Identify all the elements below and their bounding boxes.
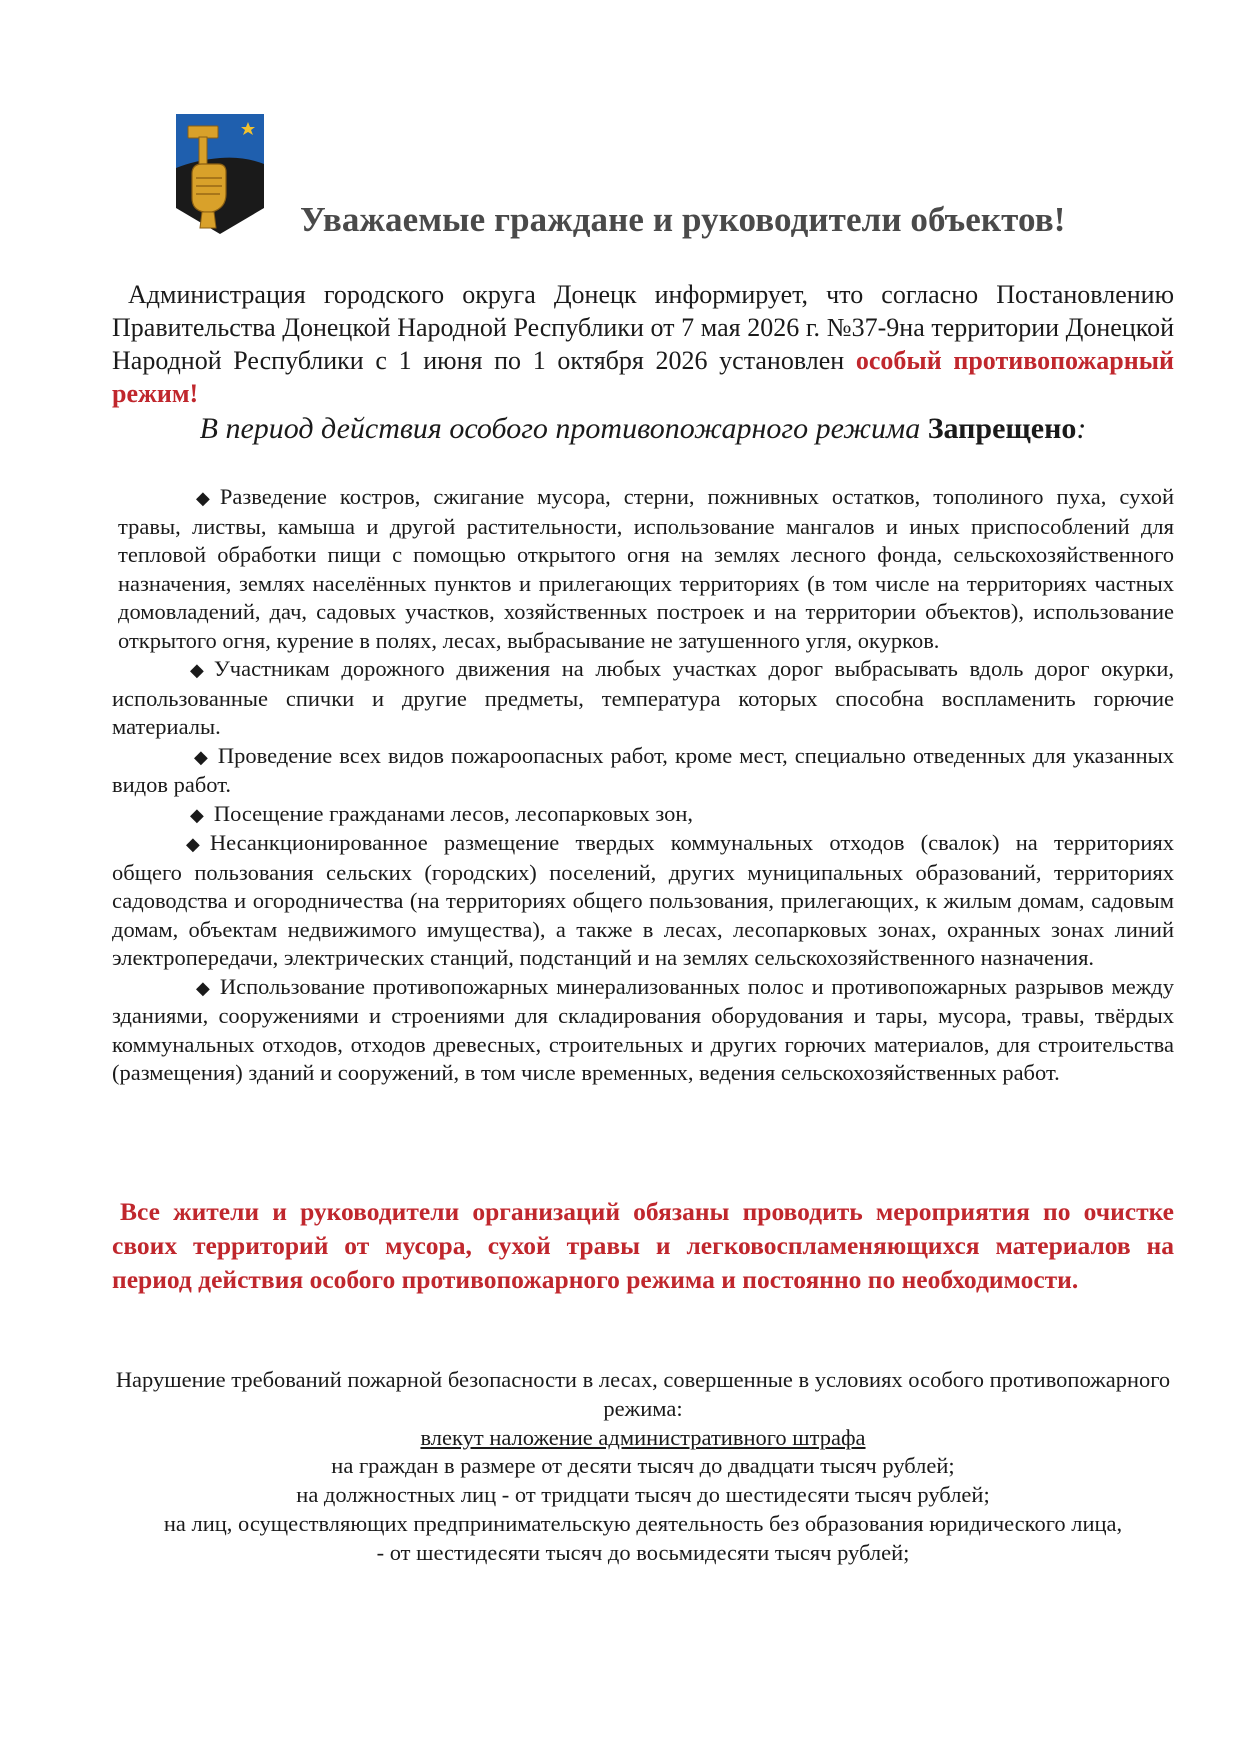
intro-text: Администрация городского округа Донецк информирует, что согласно Постановлению Правительства Донецкой Народной Республики от 7 мая 2026 г. №37-9на территории Донецкой Народной Республики с 1 июня по 1 октября 2026 установлен [112, 280, 1174, 375]
list-item-text: Участникам дорожного движения на любых участках дорог выбрасывать вдоль дорог окурки, использованные спички и другие предметы, температура которых способна воспламенить горючие материалы. [112, 656, 1174, 739]
prohibitions-list [112, 483, 1174, 1088]
fine-officials: на должностных лиц - от тридцати тысяч до шестидесяти тысяч рублей; [296, 1482, 990, 1508]
obligation-notice [112, 1195, 1174, 1297]
diamond-bullet-icon: ◆ [196, 977, 210, 998]
list-item-text: Несанкционированное размещение твердых коммунальных отходов (свалок) на территориях общего пользования сельских (городских) поселений, других муниципальных образований, территориях садоводства и огородничества (на территориях общего пользования, прилегающих, к жилым домам, садовым домам, объектам недвижимого имущества), а также в лесах, лесопарковых зонах, охранных зонах линий электропередачи, электрических станций, подстанций и на землях сельскохозяйственного назначения. [112, 830, 1174, 970]
diamond-bullet-icon: ◆ [190, 660, 204, 680]
penalty-section [100, 1366, 1186, 1568]
donetsk-coat-of-arms-icon [174, 112, 266, 236]
diamond-bullet-icon: ◆ [196, 488, 210, 508]
diamond-bullet-icon: ◆ [194, 746, 208, 767]
page-title: Уважаемые граждане и руководители объектов! [300, 200, 1066, 239]
subheading-text: В период действия особого противопожарного режима [199, 412, 928, 445]
fine-citizens: на граждан в размере от десяти тысяч до двадцати тысяч рублей; [331, 1453, 955, 1479]
fine-entrepreneurs: на лиц, осуществляющих предпринимательскую деятельность без образования юридического лица, [163, 1510, 1123, 1536]
fire-regime-highlight: особый противопожарный режим! [112, 346, 1174, 408]
intro-paragraph [112, 278, 1174, 410]
fine-notice: влекут наложение административного штрафа [420, 1424, 866, 1450]
list-item-text: Использование противопожарных минерализованных полос и противопожарных разрывов между зданиями, сооружениями и строениями для складирования оборудования и тары, мусора, травы, твёрдых коммунальных отходов, отходов древесных, строительных и других горючих материалов, для строительства (размещения) зданий и сооружений, в том числе временных, ведения сельскохозяйственных работ. [112, 973, 1174, 1085]
prohibited-word: Запрещено [927, 412, 1077, 445]
list-item [112, 742, 1174, 800]
diamond-bullet-icon: ◆ [190, 804, 204, 825]
diamond-bullet-icon: ◆ [186, 834, 200, 854]
penalty-intro: Нарушение требований пожарной безопасности в лесах, совершенные в условиях особого противопожарного режима: [115, 1367, 1171, 1421]
list-item [112, 800, 1174, 830]
prohibited-subheading [112, 412, 1174, 446]
list-item [112, 655, 1174, 742]
fine-entrepreneurs-amount: - от шестидесяти тысяч до восьмидесяти тысяч рублей; [376, 1539, 910, 1565]
list-item [112, 973, 1174, 1088]
obligation-text: Все жители и руководители организаций обязаны проводить мероприятия по очистке своих территорий от мусора, сухой травы и легковоспламеняющихся материалов на период действия особого противопожарного режима и постоянно по необходимости. [112, 1197, 1174, 1294]
list-item-text: Проведение всех видов пожароопасных работ, кроме мест, специально отведенных для указанных видов работ. [112, 742, 1174, 797]
subheading-colon: : [1076, 412, 1087, 445]
list-item-text: Посещение гражданами лесов, лесопарковых зон, [213, 800, 694, 826]
list-item [112, 829, 1174, 973]
list-item [112, 483, 1174, 655]
list-item-text: Разведение костров, сжигание мусора, стерни, пожнивных остатков, тополиного пуха, сухой травы, листвы, камыша и другой растительности, использование мангалов и иных приспособлений для тепловой обработки пищи с помощью открытого огня на землях лесного фонда, сельскохозяйственного назначения, землях населённых пунктов и прилегающих территориях (в том числе на территориях частных домовладений, дач, садовых участков, хозяйственных построек и на территории объектов), использование открытого огня, курение в полях, лесах, выбрасывание не затушенного угля, окурков. [118, 484, 1174, 653]
